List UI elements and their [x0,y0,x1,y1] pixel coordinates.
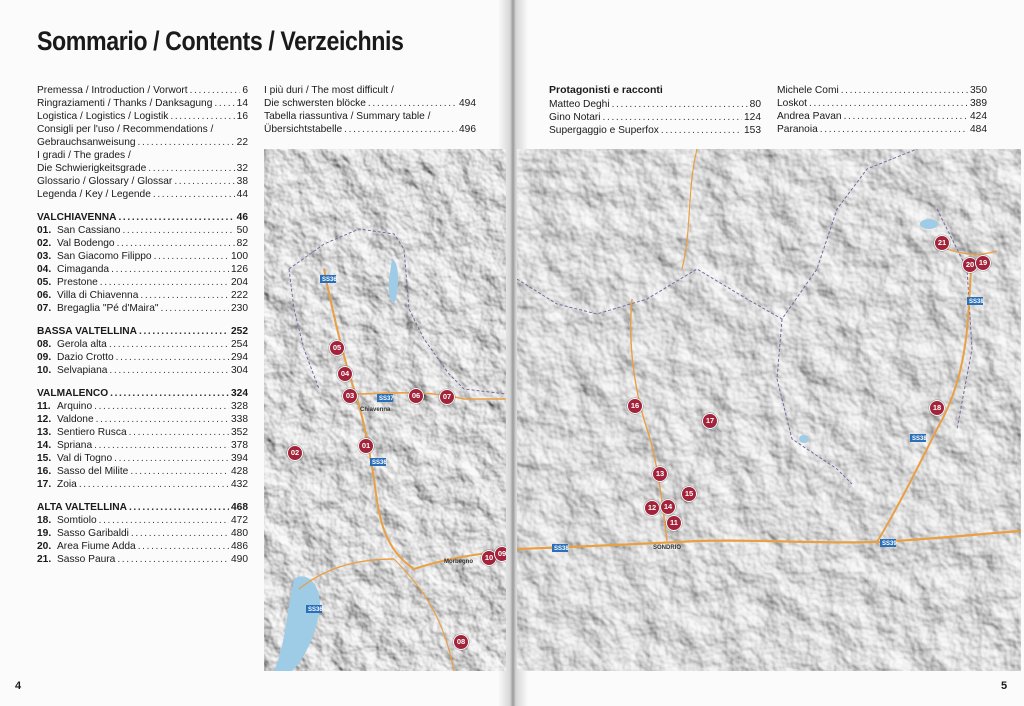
toc-entry-page: 6 [242,85,248,96]
dot-leader [122,224,234,237]
map-marker[interactable]: 15 [681,486,697,502]
dot-leader [174,175,234,188]
toc-entry-number: 16. [37,466,52,477]
toc-entry-label: Paranoia [777,124,818,135]
dot-leader [99,514,229,527]
toc-entry-label: 15. Val di Togno [37,453,113,464]
map-marker[interactable]: 17 [702,413,718,429]
toc-entry-label: 12. Valdone [37,414,94,425]
toc-entry-label: 07. Bregaglia "Pé d'Maira" [37,303,159,314]
toc-entry-label: I gradi / The grades / [37,150,131,161]
toc-entry-number: 13. [37,427,52,438]
dot-leader [820,123,968,136]
map-marker[interactable]: 20 [962,257,978,273]
map-marker[interactable]: 13 [652,466,668,482]
toc-entry-page: 338 [231,414,248,425]
toc-entry-label: Legenda / Key / Legende [37,189,151,200]
toc-entry-number: 10. [37,365,52,376]
toc-entry-label: Michele Comi [777,85,839,96]
toc-entry-label: Gebrauchsanweisung [37,137,136,148]
svg-text:SS38: SS38 [912,436,927,442]
toc-route-entry [37,289,248,302]
map-marker[interactable]: 09 [494,546,506,562]
map-right [517,149,1021,671]
toc-entry [37,110,248,123]
toc-entry-number: 14. [37,440,52,451]
toc-entry-number: 01. [37,225,52,236]
toc-entry-page: 496 [459,124,476,135]
toc-section-heading [37,211,248,224]
toc-entry-page: 352 [231,427,248,438]
toc-entry-number: 06. [37,290,52,301]
svg-text:SS36: SS36 [322,277,337,283]
toc-entry-label: Glossario / Glossary / Glossar [37,176,173,187]
toc-entry-page: 204 [231,277,248,288]
toc-route-entry [37,452,248,465]
protagonist-entry [777,123,987,136]
toc-entry [37,175,248,188]
protagonists-block [549,84,761,137]
protagonist-entry [549,98,761,111]
toc-route-entry [37,439,248,452]
protagonist-entry [549,111,761,124]
dot-leader [129,501,229,514]
protagonists-column-2 [777,84,987,136]
page-number-right: 5 [1001,680,1008,692]
toc-entry-number: 12. [37,414,52,425]
map-marker[interactable]: 02 [287,445,303,461]
toc-entry [264,97,476,110]
toc-entry-label: Übersichtstabelle [264,124,343,135]
toc-entry-label: Matteo Deghi [549,99,610,110]
toc-entry-page: 484 [970,124,987,135]
dot-leader [153,188,235,201]
toc-route-entry [37,351,248,364]
dot-leader [110,387,229,400]
dot-leader [111,263,229,276]
toc-entry-label: Die Schwierigkeitsgrade [37,163,147,174]
dot-leader [140,289,229,302]
map-marker[interactable]: 12 [644,500,660,516]
dot-leader [841,84,968,97]
toc-entry-page: 22 [236,137,248,148]
toc-entry-page: 428 [231,466,248,477]
dot-leader [131,527,229,540]
dot-leader [139,325,229,338]
toc-entry-number: 03. [37,251,52,262]
toc-entry-label: 06. Villa di Chiavenna [37,290,139,301]
toc-entry-label: VALMALENCO [37,388,109,399]
toc-entry-page: 44 [236,189,248,200]
map-marker[interactable]: 03 [342,388,358,404]
toc-entry-page: 82 [236,238,248,249]
map-marker[interactable]: 16 [627,398,643,414]
toc-entry-label: 10. Selvapiana [37,365,108,376]
toc-entry-number: 19. [37,528,52,539]
toc-entry-label: BASSA VALTELLINA [37,326,137,337]
toc-section-heading [37,387,248,400]
toc-entry-label: Consigli per l'uso / Recommendations / [37,124,214,135]
toc-entry [264,84,476,97]
map-marker[interactable]: 04 [337,366,353,382]
toc-entry-page: 254 [231,339,248,350]
map-left [264,149,506,671]
toc-entry-number: 20. [37,541,52,552]
toc-entry-label: 19. Sasso Garibaldi [37,528,129,539]
dot-leader [344,123,457,136]
toc-entry [264,123,476,136]
toc-entry [264,110,476,123]
dot-leader [117,237,235,250]
map-marker[interactable]: 11 [666,515,682,531]
dot-leader [129,426,229,439]
toc-left-column [37,84,248,566]
toc-entry [37,123,248,136]
toc-route-entry [37,465,248,478]
map-marker[interactable]: 05 [329,340,345,356]
toc-entry-number: 04. [37,264,52,275]
dot-leader [94,400,229,413]
dot-leader [114,452,229,465]
protagonist-entry [777,97,987,110]
toc-entry-page: 252 [231,326,248,337]
toc-section-heading [37,325,248,338]
toc-route-entry [37,478,248,491]
svg-text:Chiavenna: Chiavenna [360,407,391,413]
dot-leader [117,553,229,566]
map-marker[interactable]: 19 [975,255,991,271]
dot-leader [160,302,229,315]
toc-entry [37,136,248,149]
toc-entry-label: I più duri / The most difficult / [264,85,394,96]
toc-entry-number: 07. [37,303,52,314]
dot-leader [138,540,229,553]
toc-entry-label: 18. Somtiolo [37,515,97,526]
toc-entry-page: 304 [231,365,248,376]
toc-entry-page: 389 [970,98,987,109]
toc-entry-page: 378 [231,440,248,451]
toc-entry-number: 09. [37,352,52,363]
dot-leader [130,465,229,478]
toc-entry [37,188,248,201]
toc-entry-label: 14. Spriana [37,440,93,451]
dot-leader [190,84,241,97]
toc-entry-page: 472 [231,515,248,526]
page-number-left: 4 [15,680,22,692]
protagonists-heading: Protagonisti e racconti [549,84,663,96]
toc-entry-label: 21. Sasso Paura [37,554,116,565]
toc-entry-number: 08. [37,339,52,350]
toc-entry-page: 230 [231,303,248,314]
map-marker[interactable]: 01 [358,438,374,454]
map-marker[interactable]: 06 [408,388,424,404]
toc-entry-page: 468 [231,502,248,513]
svg-text:SS39: SS39 [882,541,897,547]
toc-entry-page: 126 [231,264,248,275]
dot-leader [148,162,234,175]
dot-leader [661,124,742,137]
page-title: Sommario / Contents / Verzeichnis [37,26,404,56]
map-marker[interactable]: 08 [453,634,469,650]
map-marker[interactable]: 10 [481,550,497,566]
toc-entry-label: Ringraziamenti / Thanks / Danksagung [37,98,213,109]
toc-entry-page: 432 [231,479,248,490]
protagonist-entry [777,110,987,123]
dot-leader [214,97,234,110]
toc-entry-label: Logistica / Logistics / Logistik [37,111,169,122]
toc-entry-page: 14 [236,98,248,109]
toc-route-entry [37,302,248,315]
toc-entry-page: 394 [231,453,248,464]
toc-entry-number: 15. [37,453,52,464]
toc-entry-page: 50 [236,225,248,236]
svg-text:SS36: SS36 [372,460,387,466]
toc-entry-label: 16. Sasso del Milite [37,466,129,477]
dot-leader [79,478,229,491]
toc-entry-label: 05. Prestone [37,277,98,288]
svg-text:SS38: SS38 [554,546,569,552]
toc-entry-page: 480 [231,528,248,539]
toc-route-entry [37,426,248,439]
toc-entry-number: 18. [37,515,52,526]
toc-middle-column [264,84,476,136]
toc-entry-page: 16 [236,111,248,122]
toc-entry-label: Andrea Pavan [777,111,842,122]
toc-entry-label: 02. Val Bodengo [37,238,115,249]
toc-entry [37,162,248,175]
svg-text:SS38: SS38 [969,299,984,305]
toc-entry-page: 328 [231,401,248,412]
toc-entry-number: 17. [37,479,52,490]
toc-entry-page: 494 [459,98,476,109]
dot-leader [94,439,229,452]
toc-route-entry [37,413,248,426]
toc-entry-page: 424 [970,111,987,122]
svg-text:SS36: SS36 [308,607,323,613]
toc-entry-label: VALCHIAVENNA [37,212,117,223]
toc-entry-page: 38 [236,176,248,187]
toc-route-entry [37,540,248,553]
toc-section-heading [37,501,248,514]
toc-route-entry [37,250,248,263]
toc-entry-page: 100 [231,251,248,262]
svg-text:SS37: SS37 [379,396,394,402]
toc-entry-label: 08. Gerola alta [37,339,107,350]
toc-entry-label: Loskot [777,98,808,109]
toc-entry-page: 124 [744,112,761,123]
toc-entry-label: Die schwersten blöcke [264,98,366,109]
map-marker[interactable]: 07 [439,389,455,405]
toc-entry-label: 01. San Cassiano [37,225,121,236]
toc-entry-page: 153 [744,125,761,136]
dot-leader [100,276,229,289]
map-marker[interactable]: 21 [934,235,950,251]
toc-entry-page: 350 [970,85,987,96]
toc-entry-label: 11. Arquino [37,401,93,412]
toc-entry-label: 17. Zoia [37,479,77,490]
toc-route-entry [37,514,248,527]
toc-entry-number: 02. [37,238,52,249]
toc-entry-label: Tabella riassuntiva / Summary table / [264,111,431,122]
dot-leader [844,110,968,123]
toc-route-entry [37,553,248,566]
toc-entry-number: 05. [37,277,52,288]
dot-leader [116,351,229,364]
toc-entry-page: 490 [231,554,248,565]
toc-route-entry [37,400,248,413]
dot-leader [118,211,234,224]
dot-leader [603,111,742,124]
svg-text:SONDRIO: SONDRIO [653,545,682,551]
toc-route-entry [37,527,248,540]
toc-entry [37,149,248,162]
toc-route-entry [37,364,248,377]
toc-entry-page: 32 [236,163,248,174]
toc-route-entry [37,224,248,237]
dot-leader [96,413,229,426]
toc-entry-page: 80 [749,99,761,110]
toc-entry-label: Premessa / Introduction / Vorwort [37,85,188,96]
toc-route-entry [37,338,248,351]
toc-route-entry [37,276,248,289]
toc-entry-label: 04. Cimaganda [37,264,110,275]
toc-entry [37,84,248,97]
toc-entry-label: 20. Area Fiume Adda [37,541,136,552]
toc-entry-page: 294 [231,352,248,363]
dot-leader [809,97,968,110]
toc-entry [37,97,248,110]
dot-leader [368,97,457,110]
toc-entry-page: 222 [231,290,248,301]
toc-entry-page: 324 [231,388,248,399]
protagonist-entry [549,124,761,137]
dot-leader [154,250,229,263]
dot-leader [138,136,235,149]
toc-entry-label: Gino Notari [549,112,601,123]
toc-route-entry [37,263,248,276]
toc-entry-page: 486 [231,541,248,552]
dot-leader [170,110,234,123]
toc-entry-number: 11. [37,401,51,412]
svg-text:Morbegno: Morbegno [444,559,473,565]
map-marker[interactable]: 18 [929,400,945,416]
toc-entry-label: 09. Dazio Crotto [37,352,114,363]
toc-entry-label: 13. Sentiero Rusca [37,427,127,438]
toc-entry-label: Supergaggio e Superfox [549,125,659,136]
protagonist-entry [777,84,987,97]
toc-entry-page: 46 [236,212,248,223]
toc-entry-label: 03. San Giacomo Filippo [37,251,152,262]
dot-leader [109,364,229,377]
toc-entry-number: 21. [37,554,52,565]
toc-route-entry [37,237,248,250]
dot-leader [109,338,229,351]
dot-leader [612,98,748,111]
map-marker[interactable]: 14 [660,499,676,515]
toc-entry-label: ALTA VALTELLINA [37,502,127,513]
